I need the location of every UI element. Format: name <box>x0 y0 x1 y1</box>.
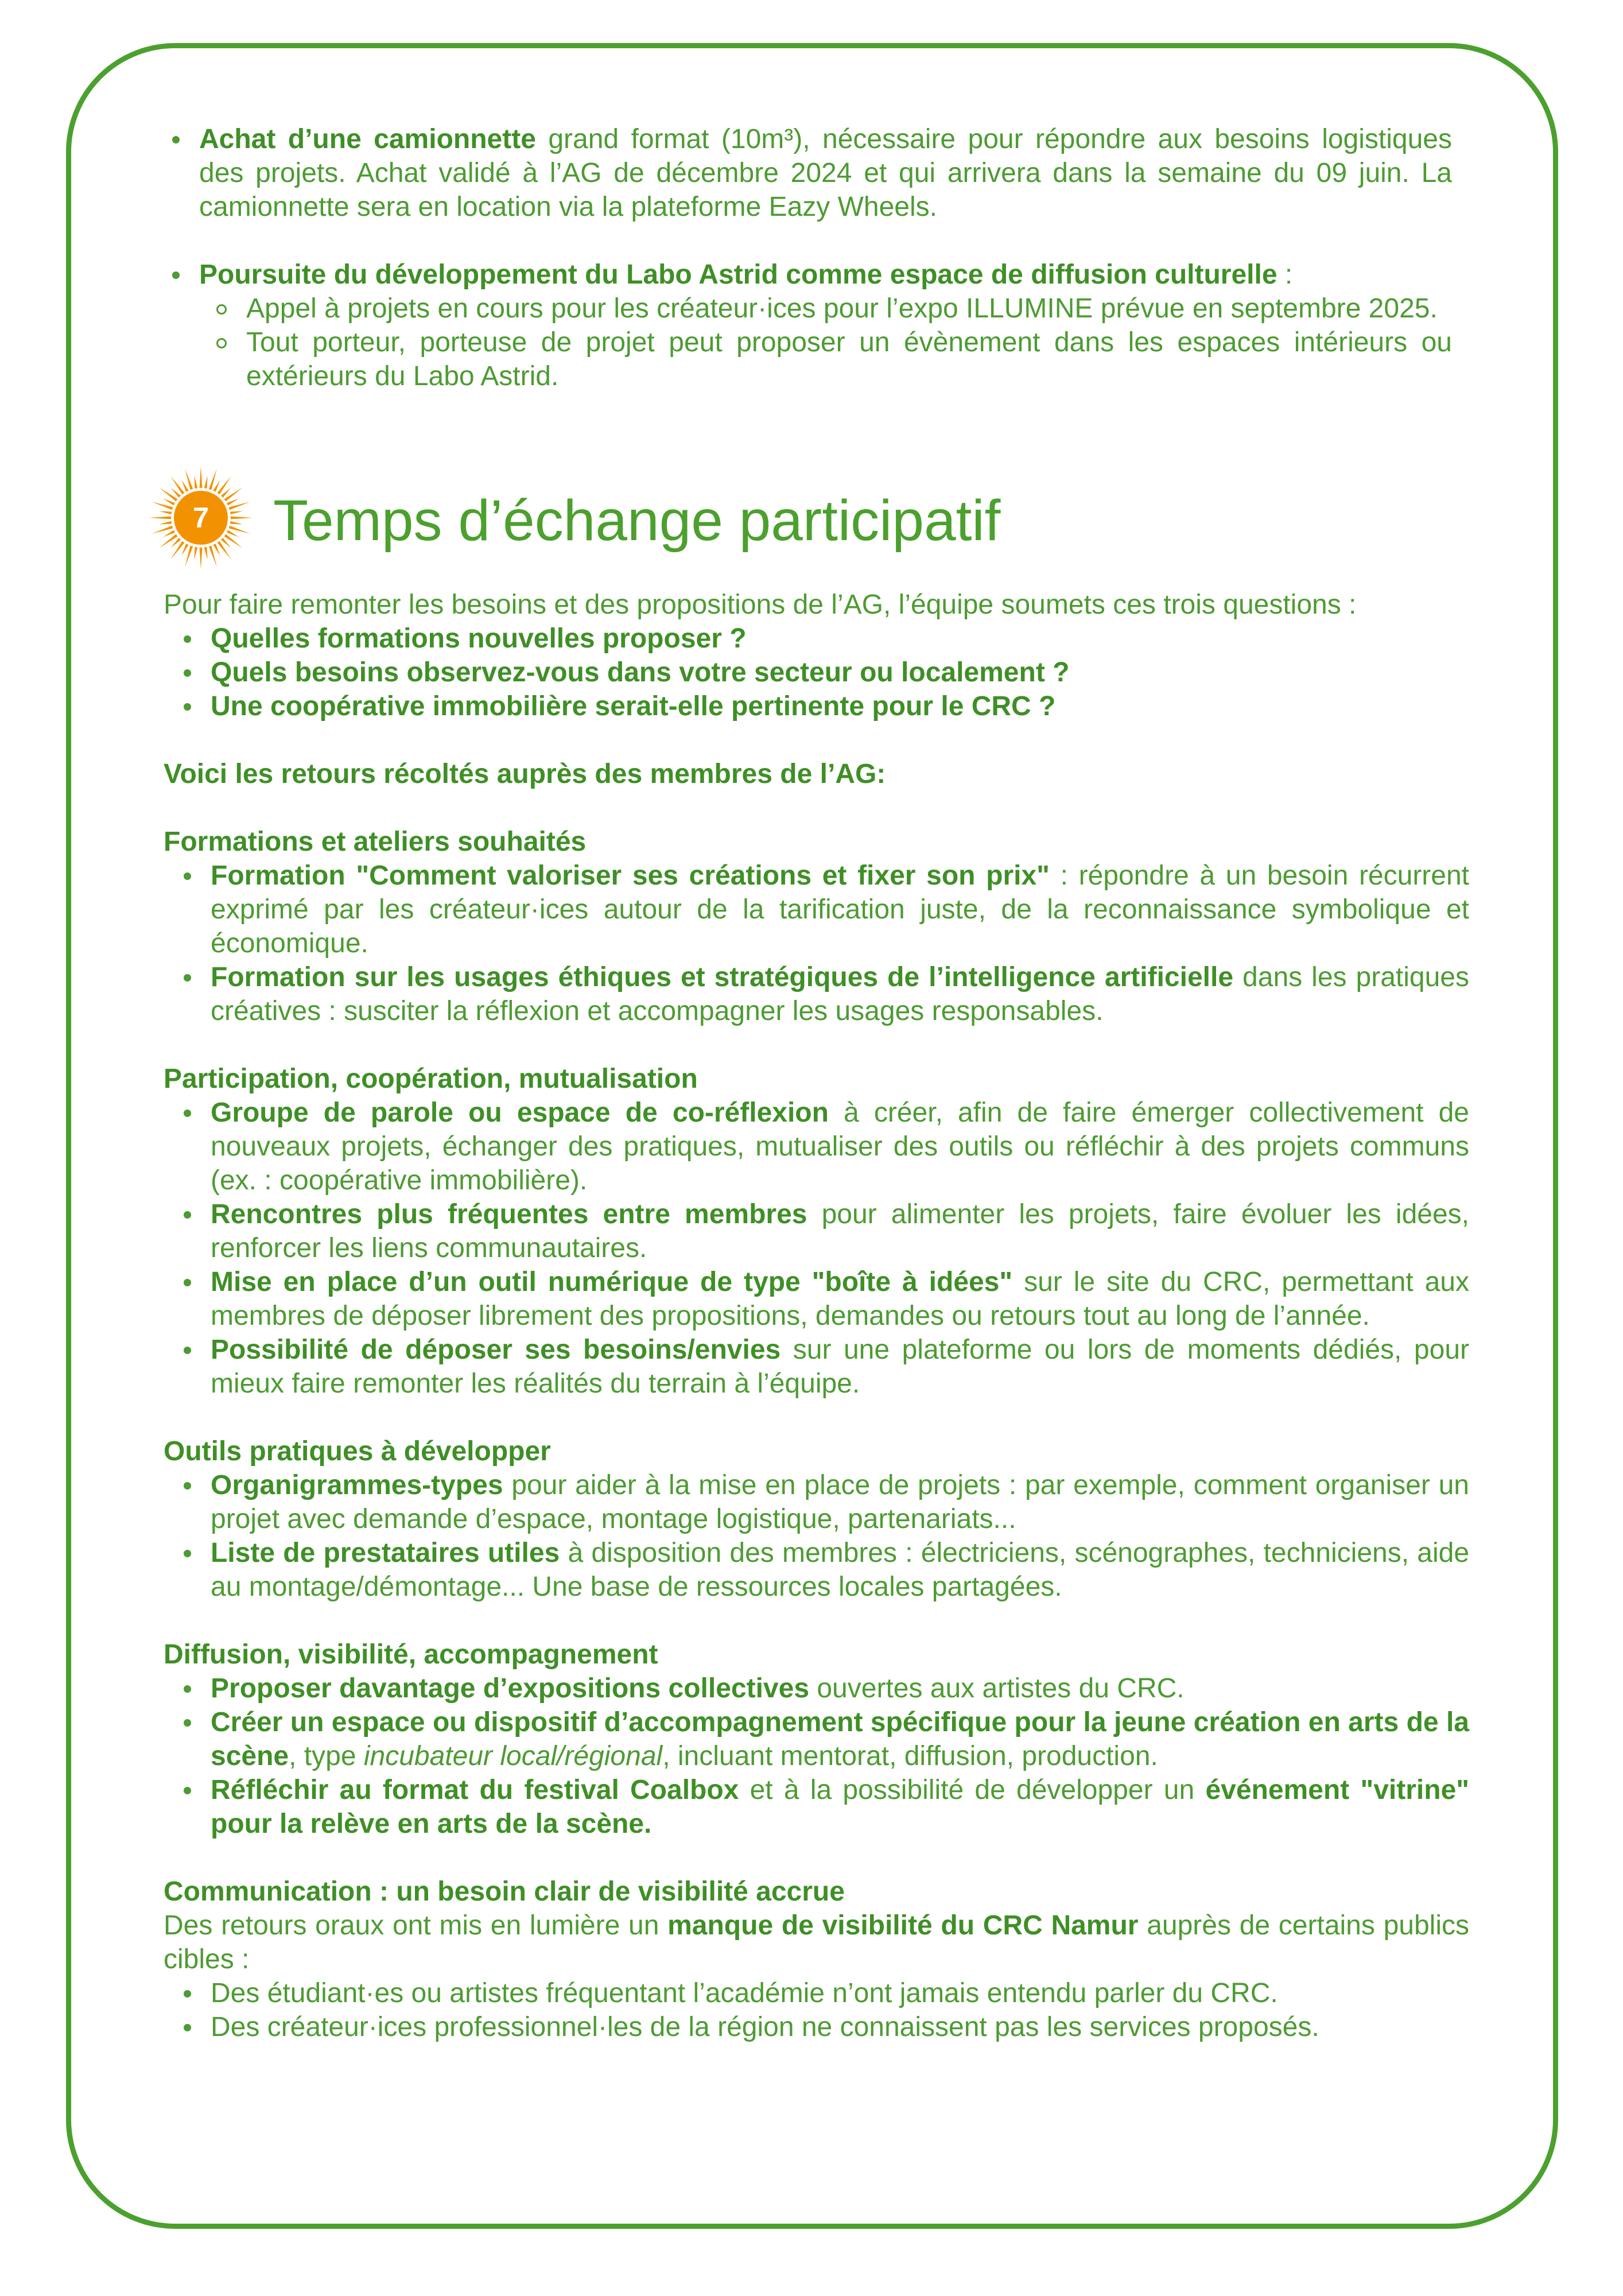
list-item <box>164 960 1469 1028</box>
sun-ray <box>170 476 184 494</box>
sun-ray <box>200 466 203 488</box>
sun-badge-icon <box>148 465 254 571</box>
section-number: 7 <box>193 502 209 534</box>
sun-ray <box>152 526 173 534</box>
item-text: Des créateur·ices professionnel·les de la région ne connaissent pas les services proposés. <box>211 2012 1319 2042</box>
bold-lead: Formation "Comment valoriser ses créations et fixer son prix" <box>211 860 1050 891</box>
sun-ray <box>229 502 250 510</box>
group-title-formations: Formations et ateliers souhaités <box>164 827 587 857</box>
sun-ray <box>159 521 172 525</box>
bold-lead: Réfléchir au format du festival Coalbox <box>211 1775 739 1805</box>
list-item <box>164 1333 1469 1401</box>
sun-ray <box>218 541 231 560</box>
list-item <box>164 1096 1469 1197</box>
sun-ray <box>163 530 175 537</box>
sun-ray <box>204 476 208 488</box>
list-item <box>152 258 1452 393</box>
list-item <box>164 1536 1469 1604</box>
question-text: Quelles formations nouvelles proposer ? <box>211 623 747 654</box>
sun-ray <box>209 468 217 490</box>
list-item <box>152 122 1452 224</box>
item-text: Des étudiant·es ou artistes fréquentant l’académie n’ont jamais entendu parler du CRC. <box>211 1978 1278 2008</box>
sun-ray <box>224 534 243 548</box>
item-text: pour aider à la mise en place de projets : par exemple, comment organiser un projet avec demande d’espace, montage logistique, partenariats... <box>211 1470 1469 1534</box>
question-text: Quels besoins observez-vous dans votre secteur ou localement ? <box>211 657 1070 688</box>
bold-lead: Liste de prestataires utiles <box>211 1538 560 1568</box>
sun-ray <box>159 534 177 548</box>
sun-ray <box>229 526 250 534</box>
item-text: à créer, afin de faire émerger collectivement de nouveaux projets, échanger des pratiques, mutualiser des outils ou réfléchir à des projets communs (ex. : coopérative immobilière). <box>211 1097 1469 1196</box>
bold-lead: Proposer davantage d’expositions collectives <box>211 1673 810 1704</box>
sun-ray <box>194 476 197 488</box>
bold-lead: Rencontres plus fréquentes entre membres <box>211 1199 807 1230</box>
sub-list-item <box>199 325 1452 393</box>
item-text: dans les pratiques créatives : susciter la réflexion et accompagner les usages responsables. <box>211 962 1470 1026</box>
question-item <box>164 689 1469 723</box>
sub-item-text: Tout porteur, porteuse de projet peut proposer un évènement dans les espaces intérieurs ou extérieurs du Labo Astrid. <box>246 327 1452 391</box>
section-title: Temps d’échange participatif <box>273 488 1001 553</box>
paragraph-text: auprès de certains publics cibles : <box>164 1910 1470 1975</box>
sun-ray <box>163 498 175 505</box>
item-text: pour alimenter les projets, faire évoluer les idées, renforcer les liens communautaires. <box>211 1199 1469 1263</box>
sun-ray <box>185 546 193 567</box>
sun-ray <box>218 476 231 494</box>
item-text: et à la possibilité de développer un <box>739 1775 1206 1805</box>
sun-ray <box>181 544 188 556</box>
sun-ray <box>185 468 193 490</box>
sub-list-item <box>199 292 1452 325</box>
sun-ray <box>194 547 197 560</box>
sub-list <box>199 292 1452 393</box>
bold-lead: Mise en place d’un outil numérique de type "boîte à idées" <box>211 1267 1013 1297</box>
question-item <box>164 656 1469 689</box>
sun-ray <box>213 480 220 492</box>
sun-ray <box>213 544 220 556</box>
sun-ray <box>227 498 239 505</box>
bold-lead: Poursuite du développement du Labo Astrid comme espace de diffusion culturelle <box>199 259 1278 290</box>
list-item <box>164 1265 1469 1333</box>
sun-ray <box>149 517 171 519</box>
list-item <box>164 1976 1469 2010</box>
bold-lead: Formation sur les usages éthiques et stratégiques de l’intelligence artificielle <box>211 962 1234 992</box>
main-body <box>164 588 1469 2044</box>
sun-ray <box>227 530 239 537</box>
sun-ray <box>152 502 173 510</box>
group-title-participation: Participation, coopération, mutualisation <box>164 1064 698 1094</box>
italic-term: incubateur local/régional <box>363 1741 663 1771</box>
bold-lead: Achat d’une camionnette <box>199 124 536 154</box>
list-item <box>164 1671 1469 1705</box>
item-text: : répondre à un besoin récurrent exprimé par les créateur·ices autour de la tarification juste, de la reconnaissance symbolique et économique. <box>211 860 1470 959</box>
communication-paragraph <box>164 1909 1469 1976</box>
sub-item-text: Appel à projets en cours pour les créateur·ices pour l’expo ILLUMINE prévue en septembre 2025. <box>246 293 1438 324</box>
paragraph-text: Des retours oraux ont mis en lumière un <box>164 1910 668 1941</box>
item-text: grand format (10m³), nécessaire pour répondre aux besoins logistiques des projets. Achat validé à l’AG de décembre 2024 et qui arrivera dans la semaine du 09 juin. La camionnette sera en location via la plateforme Eazy Wheels. <box>199 124 1453 222</box>
top-bullets-block <box>152 122 1452 393</box>
bold-lead: Possibilité de déposer ses besoins/envies <box>211 1335 781 1365</box>
list-item <box>164 1197 1469 1265</box>
sun-ray <box>204 547 208 560</box>
group-title-communication: Communication : un besoin clair de visibilité accrue <box>164 1876 845 1907</box>
sun-ray <box>230 521 243 525</box>
question-item <box>164 622 1469 656</box>
item-text: , incluant mentorat, diffusion, production. <box>662 1741 1158 1771</box>
bold-lead: Organigrammes-types <box>211 1470 503 1500</box>
group-title-diffusion: Diffusion, visibilité, accompagnement <box>164 1639 658 1670</box>
bold-lead: Groupe de parole ou espace de co-réflexion <box>211 1097 829 1128</box>
list-item <box>164 859 1469 960</box>
list-item <box>164 1773 1469 1841</box>
sun-ray <box>181 480 188 492</box>
section-heading <box>148 465 1468 580</box>
sun-ray <box>200 548 203 569</box>
item-text: : <box>1277 259 1293 290</box>
list-item <box>164 1705 1469 1773</box>
sun-ray <box>170 541 184 560</box>
sun-ray <box>159 511 172 514</box>
list-item <box>164 1468 1469 1536</box>
sun-ray <box>224 487 243 501</box>
sun-ray <box>159 487 177 501</box>
bold-phrase: manque de visibilité du CRC Namur <box>667 1910 1139 1941</box>
sun-ray <box>230 511 243 514</box>
intro-paragraph: Pour faire remonter les besoins et des propositions de l’AG, l’équipe soumets ces trois questions : <box>164 589 1357 620</box>
item-text: sur une plateforme ou lors de moments dédiés, pour mieux faire remonter les réalités du terrain à l’équipe. <box>211 1335 1469 1399</box>
bold-tail: événement "vitrine" pour la relève en arts de la scène. <box>211 1775 1470 1839</box>
list-item <box>164 2010 1469 2044</box>
sun-ray <box>209 546 217 567</box>
feedback-heading: Voici les retours récoltés auprès des membres de l’AG: <box>164 759 886 789</box>
sun-ray <box>231 517 253 519</box>
question-text: Une coopérative immobilière serait-elle pertinente pour le CRC ? <box>211 691 1056 722</box>
group-title-outils: Outils pratiques à développer <box>164 1436 551 1467</box>
item-text: à disposition des membres : électriciens, scénographes, techniciens, aide au montage/démontage... Une base de ressources locales partagées. <box>211 1538 1470 1602</box>
bold-lead: Créer un espace ou dispositif d’accompagnement spécifique pour la jeune création en arts de la scène <box>211 1707 1469 1771</box>
item-text: ouvertes aux artistes du CRC. <box>809 1673 1185 1704</box>
item-text: , type <box>289 1741 364 1771</box>
item-text: sur le site du CRC, permettant aux membres de déposer librement des propositions, demandes ou retours tout au long de l’année. <box>211 1267 1470 1331</box>
